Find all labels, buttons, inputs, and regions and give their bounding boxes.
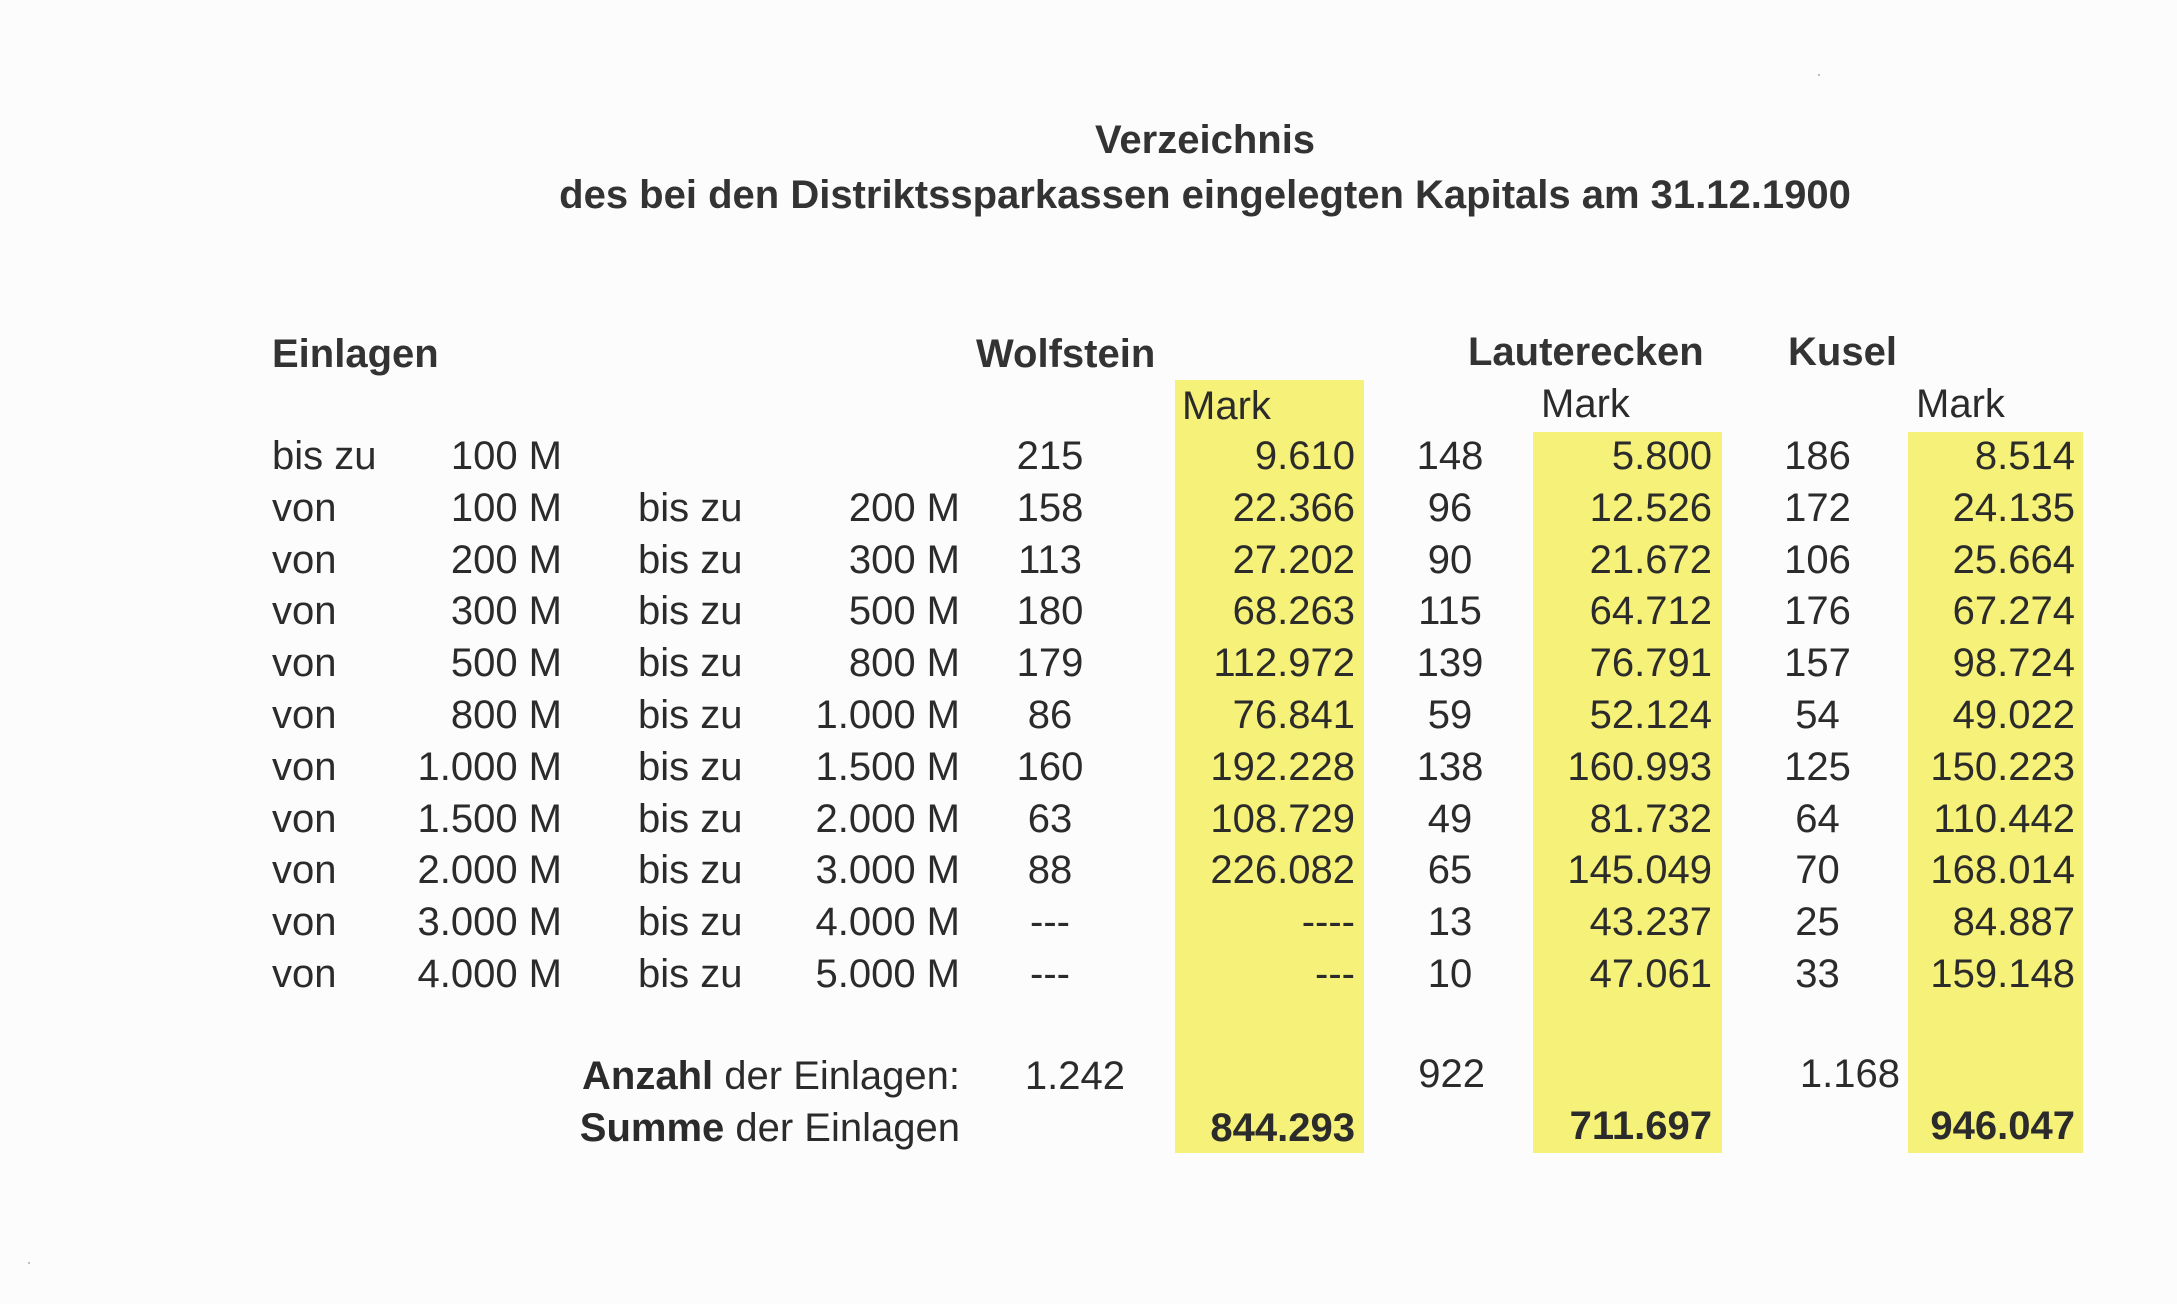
lauterecken-count: 10 (1427, 952, 1473, 996)
row-bis: bis zu (638, 848, 743, 892)
row-bis: bis zu (638, 538, 743, 582)
row-from: 100 M (450, 434, 562, 478)
lauterecken-mark: 12.526 (1589, 486, 1712, 530)
scan-speck (1818, 74, 1820, 76)
summe-label-bold: Summe (579, 1106, 725, 1150)
wolfstein-mark: --- (1315, 952, 1355, 996)
row-from: 200 M (450, 538, 562, 582)
unit-label-kusel: Mark (1916, 382, 2005, 426)
kusel-count: 54 (1795, 693, 1840, 737)
summe-kusel: 946.047 (1930, 1104, 2075, 1148)
row-von: von (272, 797, 337, 841)
row-to: 2.000 M (815, 797, 960, 841)
kusel-count: 25 (1795, 900, 1840, 944)
lauterecken-count: 90 (1427, 538, 1473, 582)
lauterecken-count: 138 (1416, 745, 1484, 789)
lauterecken-mark: 145.049 (1567, 848, 1712, 892)
row-to: 1.500 M (815, 745, 960, 789)
wolfstein-mark: 68.263 (1232, 589, 1355, 633)
row-from: 1.500 M (417, 797, 562, 841)
wolfstein-count: 63 (1027, 797, 1073, 841)
kusel-count: 64 (1795, 797, 1840, 841)
wolfstein-mark: 226.082 (1210, 848, 1355, 892)
header-einlagen: Einlagen (272, 332, 439, 376)
row-to: 300 M (848, 538, 960, 582)
row-to (780, 432, 960, 480)
kusel-count: 125 (1784, 745, 1851, 789)
row-from: 800 M (450, 693, 562, 737)
anzahl-label-bold: Anzahl (582, 1054, 714, 1098)
lauterecken-mark: 21.672 (1589, 538, 1712, 582)
row-to: 200 M (848, 486, 960, 530)
kusel-count: 70 (1795, 848, 1840, 892)
wolfstein-mark: 112.972 (1213, 641, 1355, 685)
row-von: von (272, 900, 337, 944)
row-to: 1.000 M (815, 693, 960, 737)
anzahl-label-rest: der Einlagen: (713, 1054, 960, 1098)
row-von: von (272, 745, 337, 789)
row-bis: bis zu (638, 641, 743, 685)
row-von: von (272, 848, 337, 892)
lauterecken-mark: 5.800 (1611, 434, 1712, 478)
lauterecken-count: 139 (1416, 641, 1484, 685)
row-from: 100 M (450, 486, 562, 530)
row-from: 300 M (450, 589, 562, 633)
row-bis: bis zu (638, 745, 743, 789)
lauterecken-mark: 52.124 (1589, 693, 1712, 737)
kusel-count: 172 (1784, 486, 1851, 530)
lauterecken-count: 13 (1427, 900, 1473, 944)
kusel-mark: 84.887 (1952, 900, 2075, 944)
wolfstein-mark: 76.841 (1232, 693, 1355, 737)
kusel-mark: 150.223 (1930, 745, 2075, 789)
summe-label-rest: der Einlagen (724, 1106, 960, 1150)
lauterecken-mark: 64.712 (1589, 589, 1712, 633)
row-von: von (272, 641, 337, 685)
wolfstein-mark: 192.228 (1210, 745, 1355, 789)
kusel-count: 176 (1784, 589, 1851, 633)
row-from: 3.000 M (417, 900, 562, 944)
kusel-count: 186 (1784, 434, 1851, 478)
document-subtitle: des bei den Distriktssparkassen eingelegten Kapitals am 31.12.1900 (559, 173, 1851, 217)
row-bis: bis zu (638, 693, 743, 737)
summe-wolfstein: 844.293 (1210, 1106, 1355, 1150)
row-bis: bis zu (638, 900, 743, 944)
lauterecken-count: 49 (1427, 797, 1473, 841)
document-title: Verzeichnis (1094, 118, 1316, 162)
row-von: von (272, 693, 337, 737)
lauterecken-count: 148 (1416, 434, 1484, 478)
kusel-mark: 67.274 (1952, 589, 2075, 633)
wolfstein-count: 86 (1027, 693, 1073, 737)
lauterecken-mark: 76.791 (1589, 641, 1712, 685)
row-bis: bis zu (638, 952, 743, 996)
unit-label-lauterecken: Mark (1541, 382, 1630, 426)
row-to: 5.000 M (815, 952, 960, 996)
lauterecken-mark: 43.237 (1589, 900, 1712, 944)
row-bis: bis zu (638, 486, 743, 530)
wolfstein-mark: 108.729 (1210, 797, 1355, 841)
row-from: 4.000 M (417, 952, 562, 996)
row-von: von (272, 589, 337, 633)
kusel-mark: 8.514 (1974, 434, 2075, 478)
row-to: 800 M (848, 641, 960, 685)
header-kusel: Kusel (1788, 330, 1897, 374)
anzahl-wolfstein: 1.242 (1024, 1054, 1125, 1098)
row-von: bis zu (272, 434, 377, 478)
lauterecken-count: 65 (1427, 848, 1473, 892)
kusel-mark: 168.014 (1930, 848, 2075, 892)
unit-label-wolfstein: Mark (1182, 384, 1271, 428)
wolfstein-count: 113 (1018, 538, 1082, 582)
row-from: 500 M (450, 641, 562, 685)
anzahl-lauterecken: 922 (1418, 1052, 1485, 1096)
row-to: 500 M (848, 589, 960, 633)
wolfstein-count: 160 (1016, 745, 1084, 789)
wolfstein-count: 215 (1016, 434, 1084, 478)
kusel-mark: 49.022 (1952, 693, 2075, 737)
kusel-mark: 159.148 (1930, 952, 2075, 996)
lauterecken-count: 115 (1418, 589, 1482, 633)
lauterecken-mark: 81.732 (1589, 797, 1712, 841)
wolfstein-mark: 22.366 (1232, 486, 1355, 530)
lauterecken-mark: 160.993 (1567, 745, 1712, 789)
wolfstein-mark: ---- (1301, 900, 1355, 944)
row-to: 3.000 M (815, 848, 960, 892)
row-von: von (272, 952, 337, 996)
row-bis (638, 432, 778, 480)
header-wolfstein: Wolfstein (976, 332, 1156, 376)
lauterecken-mark: 47.061 (1589, 952, 1712, 996)
wolfstein-count: --- (1030, 952, 1070, 996)
scan-speck (28, 1262, 30, 1264)
row-from: 2.000 M (417, 848, 562, 892)
header-lauterecken: Lauterecken (1468, 330, 1704, 374)
row-bis: bis zu (638, 589, 743, 633)
row-von: von (272, 538, 337, 582)
row-from: 1.000 M (417, 745, 562, 789)
wolfstein-count: 180 (1016, 589, 1084, 633)
lauterecken-count: 59 (1427, 693, 1473, 737)
wolfstein-count: --- (1030, 900, 1070, 944)
kusel-mark: 110.442 (1933, 797, 2075, 841)
kusel-mark: 25.664 (1952, 538, 2075, 582)
kusel-count: 33 (1795, 952, 1840, 996)
wolfstein-mark: 9.610 (1254, 434, 1355, 478)
wolfstein-count: 88 (1027, 848, 1073, 892)
row-to: 4.000 M (815, 900, 960, 944)
wolfstein-mark: 27.202 (1232, 538, 1355, 582)
kusel-mark: 98.724 (1952, 641, 2075, 685)
anzahl-label (500, 1052, 960, 1100)
kusel-count: 157 (1784, 641, 1851, 685)
row-von: von (272, 486, 337, 530)
anzahl-kusel: 1.168 (1799, 1052, 1900, 1096)
row-bis: bis zu (638, 797, 743, 841)
wolfstein-count: 158 (1016, 486, 1084, 530)
kusel-mark: 24.135 (1952, 486, 2075, 530)
kusel-count: 106 (1784, 538, 1851, 582)
summe-lauterecken: 711.697 (1569, 1104, 1712, 1148)
lauterecken-count: 96 (1427, 486, 1473, 530)
wolfstein-count: 179 (1016, 641, 1084, 685)
summe-label (500, 1104, 960, 1152)
